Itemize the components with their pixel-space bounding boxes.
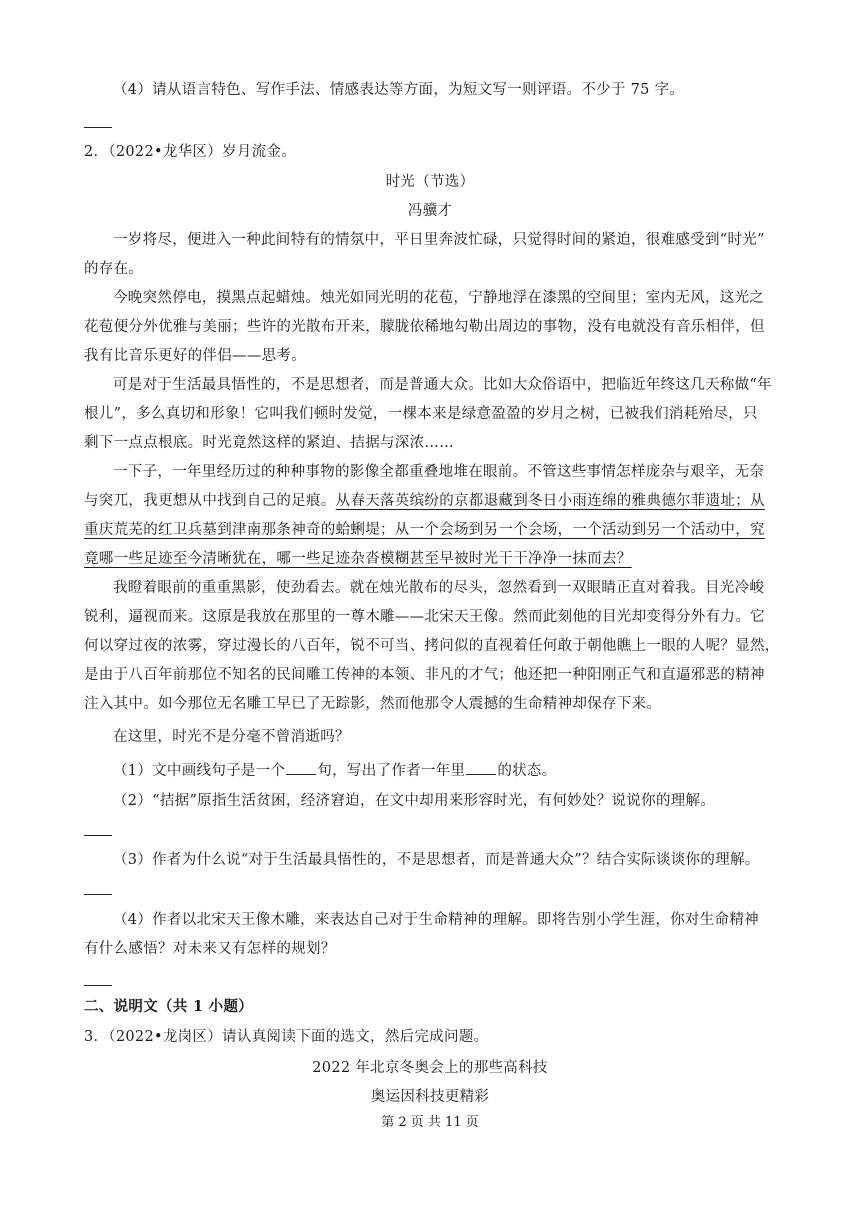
- question-4-prompt: （4）请从语言特色、写作手法、情感表达等方面，为短文写一则评语。不少于 75 字。: [113, 82, 685, 98]
- answer-blank: [84, 894, 112, 895]
- section-heading: 二、说明文（共 1 小题）: [84, 998, 254, 1015]
- fill-blank: [466, 760, 496, 775]
- sub-question-3: （3）作者为什么说“对于生活最具悟性的，不是思想者，而是普通大众”？结合实际谈谈你的理解。: [113, 852, 760, 868]
- sub-question-text: 句，写出了作者一年里: [317, 763, 466, 779]
- underlined-sentence: 从春天落英缤纷的京都退藏到冬日小雨连绵的雅典德尔菲遗址；从: [335, 493, 765, 509]
- passage-title: 时光（节选）: [385, 174, 475, 190]
- sub-question-text: （1）文中画线句子是一个: [113, 763, 286, 779]
- fill-blank: [286, 760, 316, 775]
- question-3-intro: 3．（2022•龙岗区）请认真阅读下面的选文，然后完成问题。: [84, 1029, 489, 1045]
- paragraph-line: 注入其中。如今那位无名雕工早已了无踪影，然而他那令人震撼的生命精神却保存下来。: [84, 696, 662, 712]
- page-footer: 第 2 页 共 11 页: [381, 1115, 479, 1130]
- paragraph-line: 剩下一点点根底。时光竟然这样的紧迫、拮据与深浓……: [84, 435, 454, 451]
- sub-question-text: 的状态。: [497, 763, 557, 779]
- paragraph-line: 可是对于生活最具悟性的，不是思想者，而是普通大众。比如大众俗语中，把临近年终这几天称做“年: [113, 377, 772, 393]
- paragraph-line: 花苞便分外优雅与美丽；些许的光散布开来，朦胧依稀地勾勒出周边的事物，没有电就没有音乐相伴，但: [84, 319, 765, 335]
- article-subtitle: 奥运因科技更精彩: [370, 1089, 490, 1105]
- paragraph-line: 我瞪着眼前的重重黑影，使劲看去。就在烛光散布的尽头，忽然看到一双眼睛正直对着我。目光冷峻: [113, 580, 765, 596]
- article-title: 2022 年北京冬奥会上的那些高科技: [312, 1060, 548, 1076]
- sub-question-1: [113, 760, 813, 781]
- paragraph-line: 是由于八百年前那位不知名的民间雕工传神的本领、非凡的才气；他还把一种阳刚正气和直逼邪恶的精神: [84, 667, 765, 683]
- paragraph-line: 一岁将尽，便进入一种此间特有的情氛中，平日里奔波忙碌，只觉得时间的紧迫，很难感受到“时光”: [113, 232, 765, 248]
- sub-question-2: （2）“拮据”原指生活贫困，经济窘迫，在文中却用来形容时光，有何妙处？说说你的理解。: [113, 793, 716, 809]
- passage-author: 冯骥才: [407, 203, 453, 219]
- sub-question-4-cont: 有什么感悟？对未来又有怎样的规划？: [84, 941, 336, 957]
- sub-question-4: （4）作者以北宋天王像木雕，来表达自己对于生命精神的理解。即将告别小学生涯，你对生命精神: [113, 912, 759, 928]
- paragraph-line: 我有比音乐更好的伴侣——思考。: [84, 348, 306, 364]
- answer-blank: [84, 835, 112, 836]
- paragraph-line: 一下子，一年里经历过的种种事物的影像全都重叠地堆在眼前。不管这些事情怎样庞杂与艰辛，无奈: [113, 464, 765, 480]
- paragraph-line: 锐利，逼视而来。这原是我放在那里的一尊木雕——北宋天王像。然而此刻他的目光却变得分外有力。它: [84, 609, 765, 625]
- answer-blank: [84, 985, 112, 986]
- paragraph-line: 的存在。: [84, 261, 144, 277]
- paragraph-text: 与突兀，我更想从中找到自己的足痕。: [84, 493, 336, 509]
- paragraph-line: 今晚突然停电，摸黑点起蜡烛。烛光如同光明的花苞，宁静地浮在漆黑的空间里；室内无风，这光之: [113, 290, 765, 306]
- paragraph-line: [84, 491, 784, 511]
- paragraph-line: 何以穿过夜的浓雾，穿过漫长的八百年，锐不可当、拷问似的直视着任何敢于朝他瞧上一眼的人呢？显然，: [84, 638, 780, 654]
- underlined-sentence: 重庆荒芜的红卫兵墓到津南那条神奇的蛤蜊堤；从一个会场到另一个会场，一个活动到另一个活动中，究: [84, 522, 765, 538]
- underlined-sentence: 竟哪一些足迹至今清晰犹在，哪一些足迹杂沓模糊甚至早被时光干干净净一抹而去？: [84, 551, 632, 567]
- paragraph-line: 根儿”，多么真切和形象！它叫我们顿时发觉，一棵本来是绿意盈盈的岁月之树，已被我们消耗殆尽，只: [84, 406, 758, 422]
- answer-blank: [84, 127, 112, 128]
- question-2-intro: 2．（2022•龙华区）岁月流金。: [84, 144, 297, 160]
- paragraph-line: 在这里，时光不是分毫不曾消逝吗？: [113, 729, 350, 745]
